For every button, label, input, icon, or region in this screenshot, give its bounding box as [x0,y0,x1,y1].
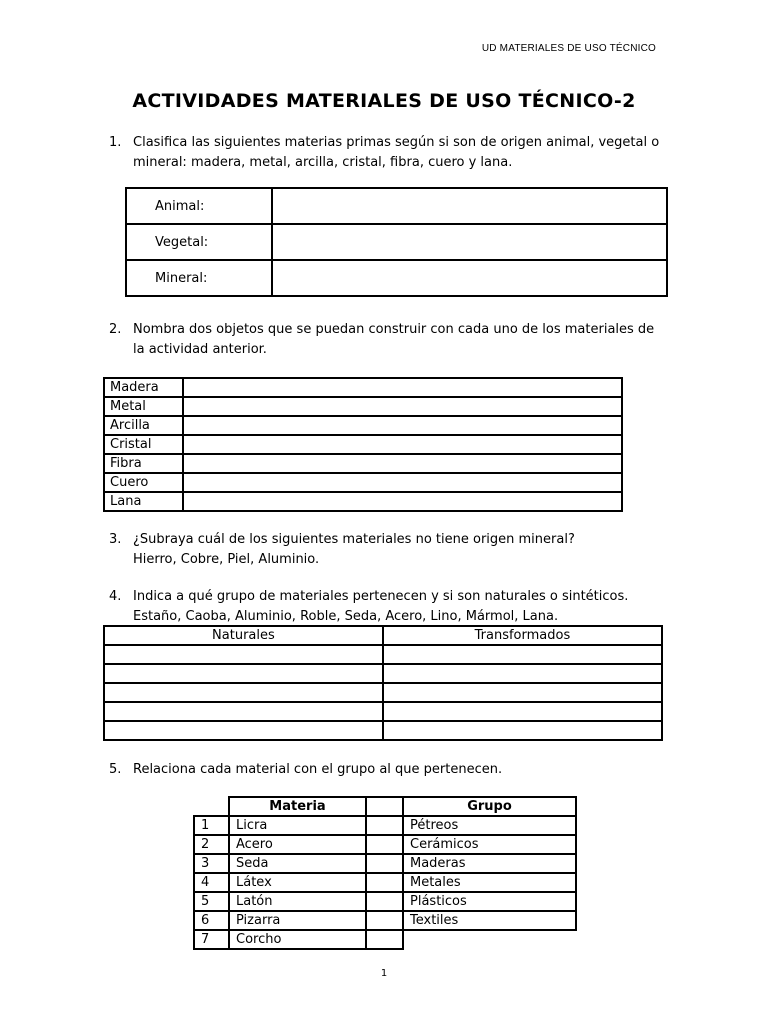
table-row [194,892,403,911]
question-text-line-2: mineral: madera, metal, arcilla, cristal, fibra, cuero y lana. [133,155,513,170]
question-number: 2. [109,322,122,337]
table-row [104,454,622,473]
table-row [194,873,403,892]
match-cell[interactable] [366,854,403,873]
table-row [126,260,667,296]
row-number: 2 [194,835,229,854]
question-number: 4. [109,589,122,604]
question-text-line-2: la actividad anterior. [133,342,267,357]
materia-name: Pizarra [229,911,366,930]
running-header: UD MATERIALES DE USO TÉCNICO [481,43,656,54]
table-row [126,224,667,260]
table-row [104,683,662,702]
answer-cell[interactable] [183,492,622,511]
row-number: 6 [194,911,229,930]
material-label: Madera [104,378,183,397]
row-label-vegetal: Vegetal: [126,224,272,260]
answer-cell[interactable] [183,378,622,397]
answer-cell[interactable] [383,721,662,740]
row-label-mineral: Mineral: [126,260,272,296]
table-row [104,473,622,492]
question-number: 3. [109,532,122,547]
answer-cell[interactable] [104,702,383,721]
question-text-line-1: Indica a qué grupo de materiales pertenecen y si son naturales o sintéticos. [133,589,629,604]
table-header-row [403,797,576,816]
answer-cell[interactable] [272,260,667,296]
answer-cell[interactable] [183,473,622,492]
question-1 [109,133,669,173]
table-row [104,645,662,664]
grupo-name: Textiles [403,911,576,930]
table-row [104,721,662,740]
page-title: ACTIVIDADES MATERIALES DE USO TÉCNICO-2 [132,90,636,112]
materials-objects-table [103,377,623,512]
answer-cell[interactable] [183,435,622,454]
answer-cell[interactable] [383,702,662,721]
natural-transformed-table [103,625,663,741]
material-label: Lana [104,492,183,511]
table-row [104,397,622,416]
row-number: 7 [194,930,229,949]
answer-cell[interactable] [104,683,383,702]
question-text-line-1: Clasifica las siguientes materias primas según si son de origen animal, vegetal o [133,135,660,150]
match-cell[interactable] [366,835,403,854]
row-label-animal: Animal: [126,188,272,224]
table-row [104,435,622,454]
question-2 [109,320,669,360]
row-number: 1 [194,816,229,835]
answer-cell[interactable] [183,454,622,473]
column-header-naturales: Naturales [104,626,383,645]
answer-cell[interactable] [104,664,383,683]
question-text-line-1: Nombra dos objetos que se puedan construir con cada uno de los materiales de [133,322,655,337]
answer-cell[interactable] [272,188,667,224]
table-row [403,835,576,854]
materia-table [193,796,404,950]
grupo-name: Pétreos [403,816,576,835]
materia-name: Acero [229,835,366,854]
answer-cell[interactable] [383,683,662,702]
grupo-name: Metales [403,873,576,892]
answer-cell[interactable] [104,645,383,664]
match-cell[interactable] [366,911,403,930]
table-row [403,892,576,911]
table-row [104,492,622,511]
table-row [403,911,576,930]
question-3 [109,530,669,570]
row-number: 3 [194,854,229,873]
column-header-materia: Materia [229,797,366,816]
table-row [104,416,622,435]
answer-cell[interactable] [183,416,622,435]
match-column-header [366,797,403,816]
answer-cell[interactable] [183,397,622,416]
match-cell[interactable] [366,892,403,911]
materia-name: Latón [229,892,366,911]
row-number: 5 [194,892,229,911]
match-cell[interactable] [366,930,403,949]
question-text-line-1: ¿Subraya cuál de los siguientes materiales no tiene origen mineral? [133,532,575,547]
answer-cell[interactable] [272,224,667,260]
question-number: 5. [109,762,122,777]
grupo-name: Maderas [403,854,576,873]
table-row [126,188,667,224]
question-text-line-1: Relaciona cada material con el grupo al que pertenecen. [133,762,503,777]
material-label: Arcilla [104,416,183,435]
material-label: Cuero [104,473,183,492]
table-row [104,378,622,397]
column-header-grupo: Grupo [403,797,576,816]
row-number: 4 [194,873,229,892]
material-label: Metal [104,397,183,416]
table-row [194,854,403,873]
column-header-transformados: Transformados [383,626,662,645]
materia-name: Licra [229,816,366,835]
question-text-line-2: Hierro, Cobre, Piel, Aluminio. [133,552,320,567]
table-header-row [194,797,403,816]
table-row [403,816,576,835]
material-label: Fibra [104,454,183,473]
answer-cell[interactable] [383,645,662,664]
match-cell[interactable] [366,816,403,835]
answer-cell[interactable] [383,664,662,683]
question-4 [109,587,669,627]
page-number: 1 [380,968,388,979]
grupo-table [402,796,577,931]
table-row [104,702,662,721]
materia-name: Látex [229,873,366,892]
question-5 [109,760,669,780]
grupo-name: Cerámicos [403,835,576,854]
grupo-name: Plásticos [403,892,576,911]
material-label: Cristal [104,435,183,454]
table-row [194,911,403,930]
table-row [104,664,662,683]
materia-name: Corcho [229,930,366,949]
table-row [194,930,403,949]
materia-name: Seda [229,854,366,873]
table-row [194,835,403,854]
table-row [403,873,576,892]
match-cell[interactable] [366,873,403,892]
question-text-line-2: Estaño, Caoba, Aluminio, Roble, Seda, Acero, Lino, Mármol, Lana. [133,609,559,624]
answer-cell[interactable] [104,721,383,740]
table-row [403,854,576,873]
table-header-row [104,626,662,645]
question-number: 1. [109,135,122,150]
origin-classification-table [125,187,668,297]
table-row [194,816,403,835]
